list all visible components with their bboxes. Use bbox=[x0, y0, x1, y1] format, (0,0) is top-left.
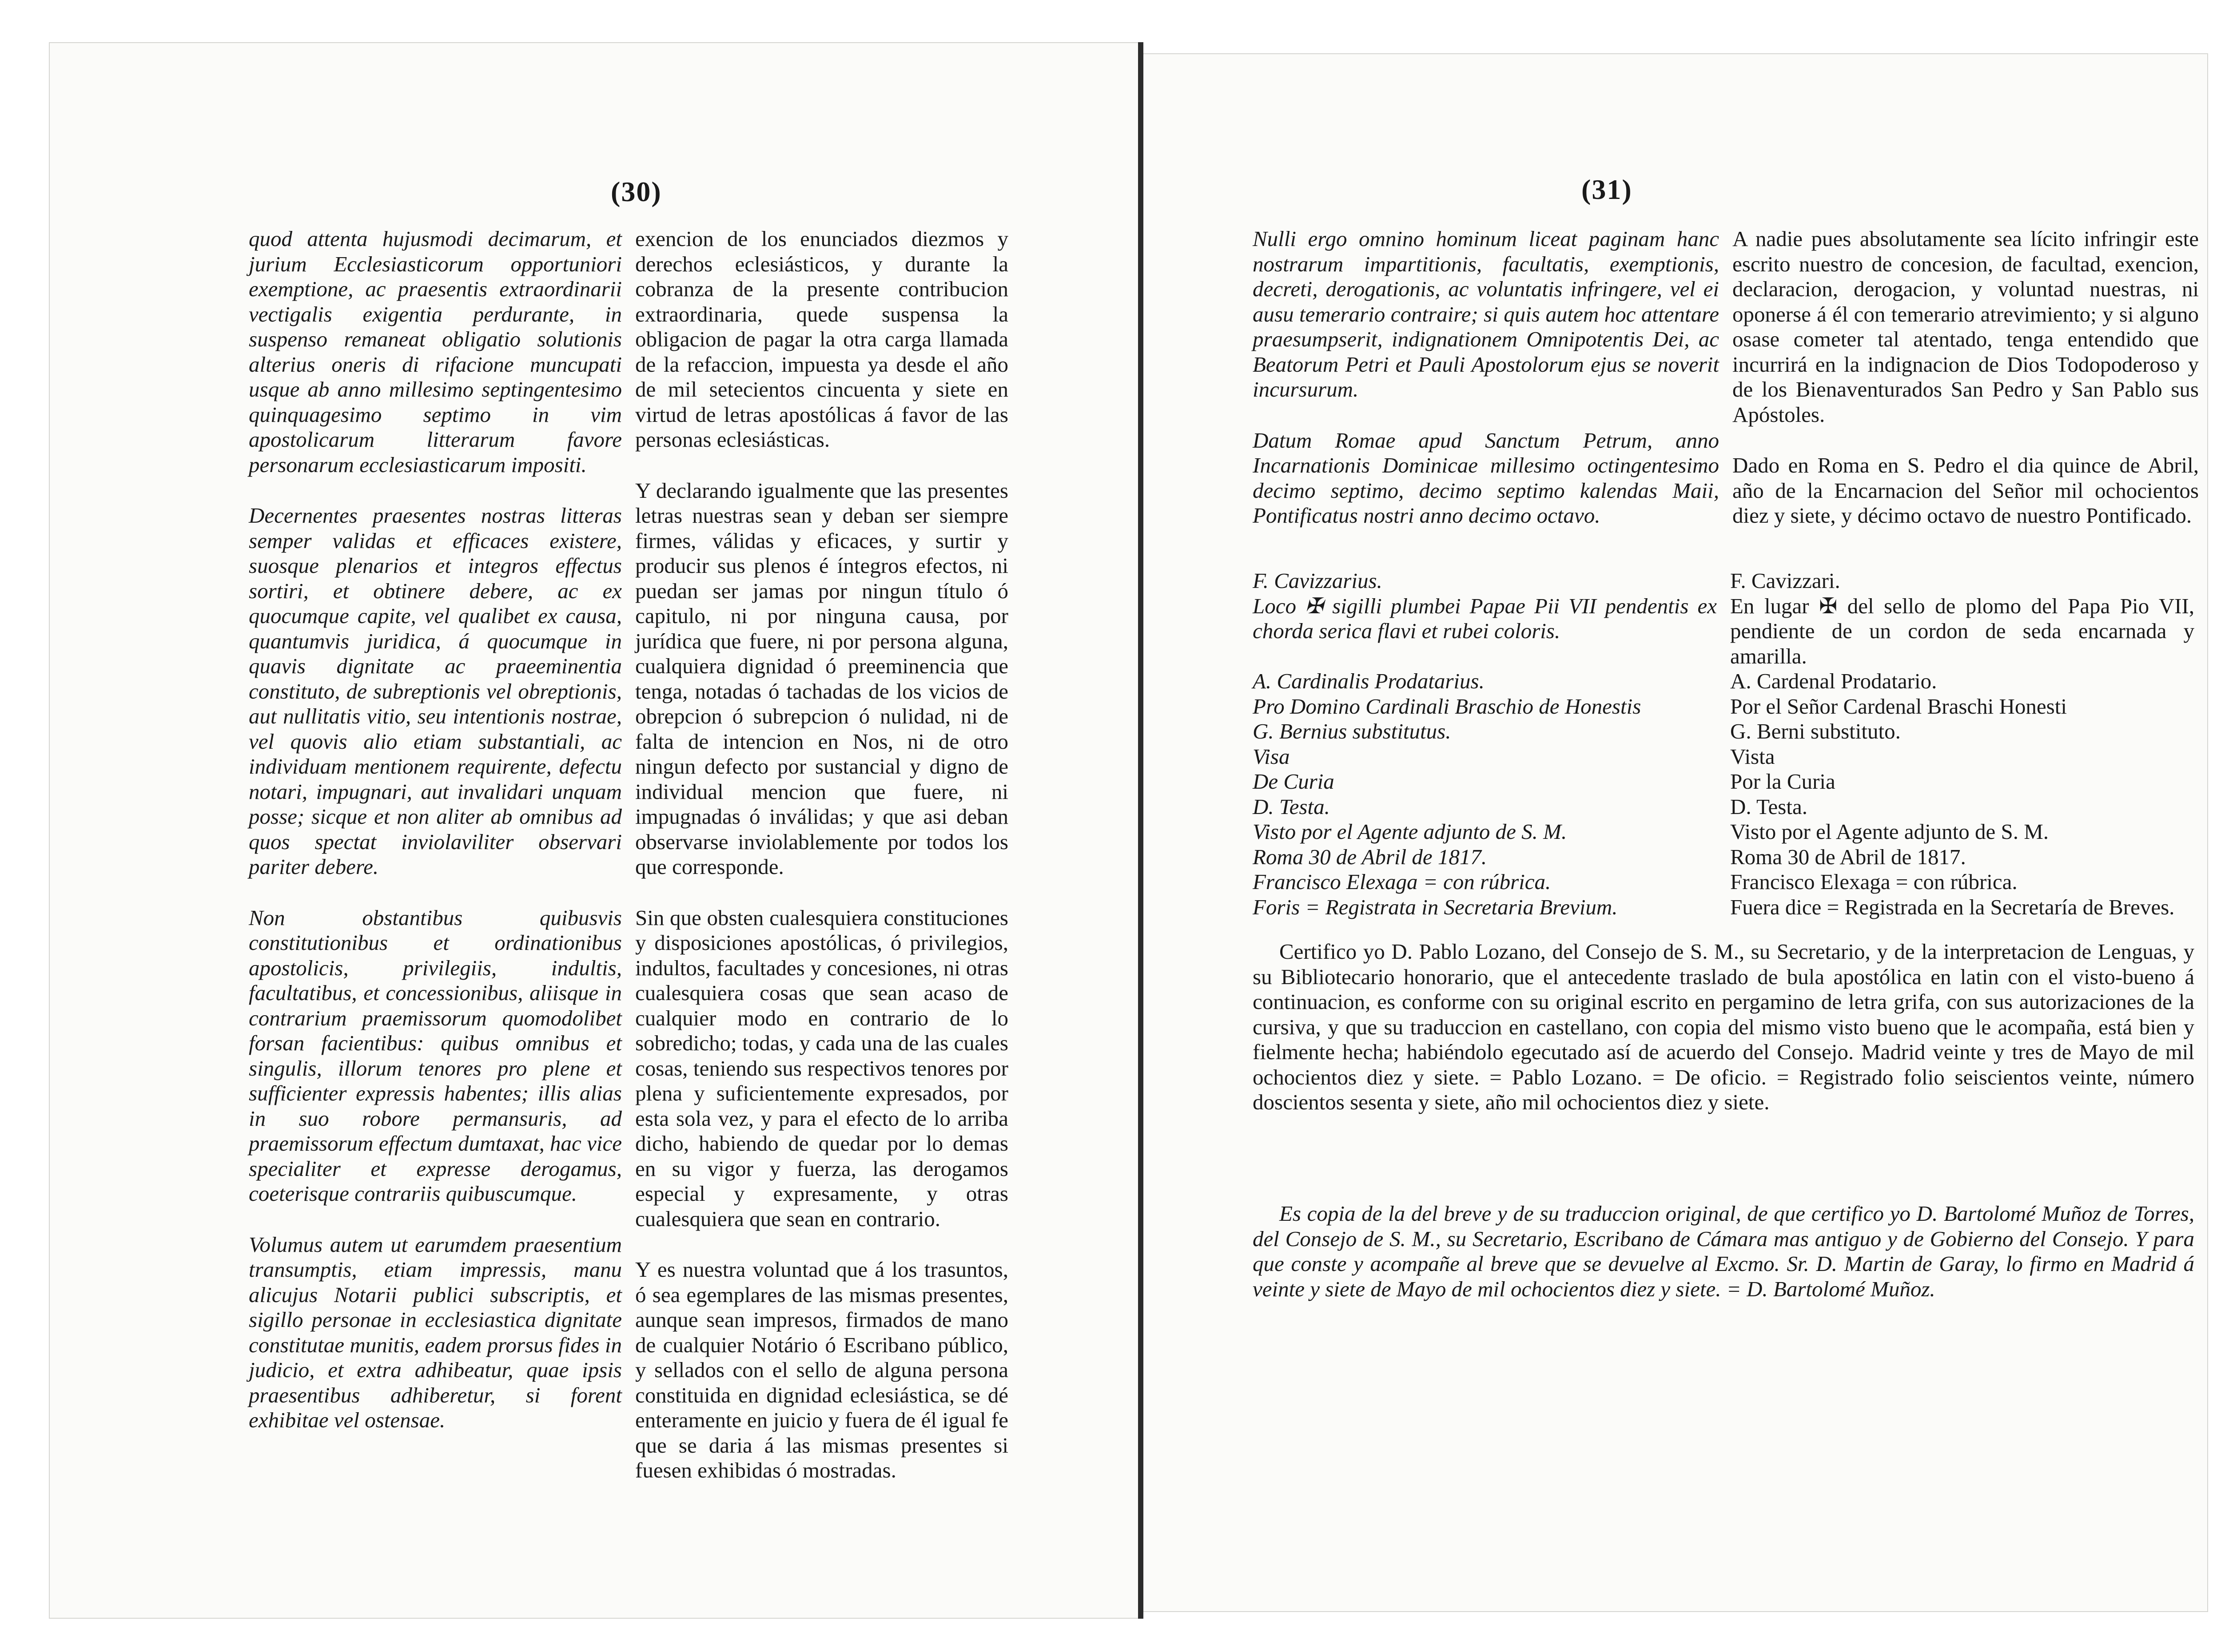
signature-row: A. Cardinalis Prodatarius. A. Cardenal Prodatario. bbox=[1253, 669, 1937, 693]
signature-row: Loco ✠ sigilli plumbei Papae Pii VII pendentis ex chorda serica flavi et rubei coloris. En lugar ✠ del sello de plomo del Papa Pio VII, pendiente de un cordon de seda encarnada y amarilla. bbox=[1253, 593, 2194, 668]
page-number-left: (30) bbox=[611, 176, 662, 207]
certification-paragraph: Certifico yo D. Pablo Lozano, del Consejo de S. M., su Secretario, y de la interpretacion de Lenguas, y su Bibliotecario honorario, que el antecedente traslado de bula apostólica en latin con el visto-bueno á continuacion, es conforme con su original escrito en pergamino de letra grifa, con sus autorizaciones de la cursiva, y que su traduccion en castellano, con copia del mismo visto bueno que le acompaña, está bien y fielmente hecha; habiéndolo egecutado así de acuerdo del Consejo. Madrid veinte y tres de Mayo de mil ochocientos diez y siete. = Pablo Lozano. = De oficio. = Registrado folio seiscientos veinte, número doscientos sesenta y siete, año mil ochocientos diez y siete. bbox=[1253, 939, 2194, 1114]
signature-row: Francisco Elexaga = con rúbrica. Francisco Elexaga = con rúbrica. bbox=[1253, 870, 2018, 894]
spanish-column-right bbox=[1732, 226, 2199, 528]
spanish-column-left bbox=[635, 226, 1008, 1483]
latin-paragraph: quod attenta hujusmodi decimarum, et jurium Ecclesiasticorum opportuniori exemptione, ac praesentis extraordinarii vectigalis exigentia perdurante, in suspenso remaneat obligatio solutionis alterius oneris di rifacione muncupati usque ab anno millesimo septingentesimo quinquagesimo septimo in vim apostolicarum litterarum favore personarum ecclesiasticarum impositi. bbox=[249, 226, 622, 477]
spanish-date-paragraph: Dado en Roma en S. Pedro el dia quince de Abril, año de la Encarnacion del Señor mil ochocientos diez y siete, y décimo octavo de nuestro Pontificado. bbox=[1732, 453, 2199, 528]
page-number-right: (31) bbox=[1581, 174, 1632, 205]
signature-row: D. Testa. D. Testa. bbox=[1253, 794, 1807, 819]
signature-row: F. Cavizzarius. F. Cavizzari. bbox=[1253, 568, 1840, 593]
signature-row: G. Bernius substitutus. G. Berni substituto. bbox=[1253, 719, 1901, 743]
latin-date-paragraph: Datum Romae apud Sanctum Petrum, anno Incarnationis Dominicae millesimo octingentesimo decimo septimo, decimo septimo kalendas Maii, Pontificatus nostri anno decimo octavo. bbox=[1253, 428, 1719, 528]
spanish-paragraph: exencion de los enunciados diezmos y derechos eclesiásticos, y durante la cobranza de la presente contribucion extraordinaria, quede suspensa la obligacion de pagar la otra carga llamada de la refaccion, impuesta ya desde el año de mil setecientos cincuenta y siete en virtud de letras apostólicas á favor de las personas eclesiásticas. bbox=[635, 226, 1008, 452]
latin-paragraph: Nulli ergo omnino hominum liceat paginam hanc nostrarum impartitionis, facultatis, exemptionis, decreti, derogationis, ac voluntatis infringere, vel ei ausu temerario contraire; si quis autem hoc attentare praesumpserit, indignationem Omnipotentis Dei, ac Beatorum Petri et Pauli Apostolorum ejus se noverit incursurum. bbox=[1253, 226, 1719, 401]
latin-paragraph: Volumus autem ut earumdem praesentium transumptis, etiam impressis, manu alicujus Notarii publici subscriptis, et sigillo personae in ecclesiastica dignitate constitutae munitis, eadem prorsus fides in judicio, et extra adhibeatur, quae ipsis praesentibus adhiberetur, si forent exhibitae vel ostensae. bbox=[249, 1232, 622, 1432]
signature-row: Roma 30 de Abril de 1817. Roma 30 de Abril de 1817. bbox=[1253, 844, 1966, 869]
latin-paragraph: Non obstantibus quibusvis constitutionibus et ordinationibus apostolicis, privilegiis, indultis, facultatibus, et concessionibus, aliisque in contrarium praemissorum quomodolibet forsan facientibus: quibus omnibus et singulis, illorum tenores pro plene et sufficienter expressis habentes; illis alias in suo robore permansuris, ad praemissorum effectum dumtaxat, hac vice specialiter et expresse derogamus, coeterisque contrariis quibuscumque. bbox=[249, 905, 622, 1206]
latin-column-left bbox=[249, 226, 622, 1433]
signature-row: Pro Domino Cardinali Braschio de Honestis Por el Señor Cardenal Braschi Honesti bbox=[1253, 694, 2067, 719]
signature-row: Foris = Registrata in Secretaria Brevium. Fuera dice = Registrada en la Secretaría de Breves. bbox=[1253, 894, 2175, 919]
signature-block bbox=[1253, 568, 2194, 920]
latin-paragraph: Decernentes praesentes nostras litteras semper validas et efficaces existere, suosque plenarios et integros effectus sortiri, et obtinere debere, ac ex quocumque capite, vel qualibet ex causa, quantumvis juridica, á quocumque in quavis dignitate ac praeeminentia constituto, de subreptionis vel obreptionis, aut nullitatis vitio, seu intentionis nostrae, vel quovis alio etiam substantiali, ac individuam mentionem requirente, defectu notari, impugnari, aut invalidari unquam posse; sicque et non aliter ab omnibus ad quos spectat inviolaviliter observari pariter debere. bbox=[249, 503, 622, 879]
spanish-paragraph: A nadie pues absolutamente sea lícito infringir este escrito nuestro de concesion, de facultad, exencion, declaracion, derogacion, y voluntad nuestras, ni oponerse á él con temerario atrevimiento; y si alguno osase cometer tal atentado, tenga entendido que incurrirá en la indignacion de Dios Todopoderoso y de los Bienaventurados San Pedro y San Pablo sus Apóstoles. bbox=[1732, 226, 2199, 427]
latin-column-right bbox=[1253, 226, 1719, 528]
spanish-paragraph: Sin que obsten cualesquiera constituciones y disposiciones apostólicas, ó privilegios, indultos, facultades y concesiones, ni otras cualesquiera cosas que sean acaso de cualquier modo en contrario de lo sobredicho; todas, y cada una de las cuales cosas, teniendo sus respectivos tenores por plena y suficientemente expresados, por esta sola vez, y para el efecto de lo arriba dicho, habiendo de quedar por lo demas en su vigor y fuerza, las derogamos especial y expresamente, y otras cualesquiera que sean en contrario. bbox=[635, 905, 1008, 1231]
spanish-paragraph: Y declarando igualmente que las presentes letras nuestras sean y deban ser siempre firmes, válidas y eficaces, y surtir y producir sus plenos é íntegros efectos, ni puedan ser jamas por ningun título ó capitulo, ni por ninguna causa, por jurídica que fuere, ni por persona alguna, cualquiera dignidad ó preeminencia que tenga, notadas ó tachadas de los vicios de obrepcion ó subrepcion ó nulidad, ni de falta de intencion en Nos, ni de otro ningun defecto por sustancial y digno de individual mencion que fuere, ni impugnadas ó inválidas; y que asi deban observarse inviolablemente por todos los que corresponde. bbox=[635, 478, 1008, 879]
book-spine bbox=[1138, 42, 1143, 1619]
closing-paragraph: Es copia de la del breve y de su traduccion original, de que certifico yo D. Bartolomé Muñoz de Torres, del Consejo de S. M., su Secretario, Escribano de Cámara mas antiguo y de Gobierno del Consejo. Y para que conste y acompañe al breve que se devuelve al Excmo. Sr. D. Martin de Garay, lo firmo en Madrid á veinte y siete de Mayo de mil ochocientos diez y siete. = D. Bartolomé Muñoz. bbox=[1253, 1201, 2194, 1301]
signature-row: De Curia Por la Curia bbox=[1253, 769, 1835, 794]
signature-row: Visto por el Agente adjunto de S. M. Visto por el Agente adjunto de S. M. bbox=[1253, 819, 2049, 844]
signature-row: Visa Vista bbox=[1253, 744, 1775, 769]
spanish-paragraph: Y es nuestra voluntad que á los trasuntos, ó sea egemplares de las mismas presentes, aunque sean impresos, firmados de mano de cualquier Notário ó Escribano público, y sellados con el sello de alguna persona constituida en dignidad eclesiástica, se dé enteramente en juicio y fuera de él igual fe que se daria á las mismas presentes si fuesen exhibidas ó mostradas. bbox=[635, 1257, 1008, 1482]
